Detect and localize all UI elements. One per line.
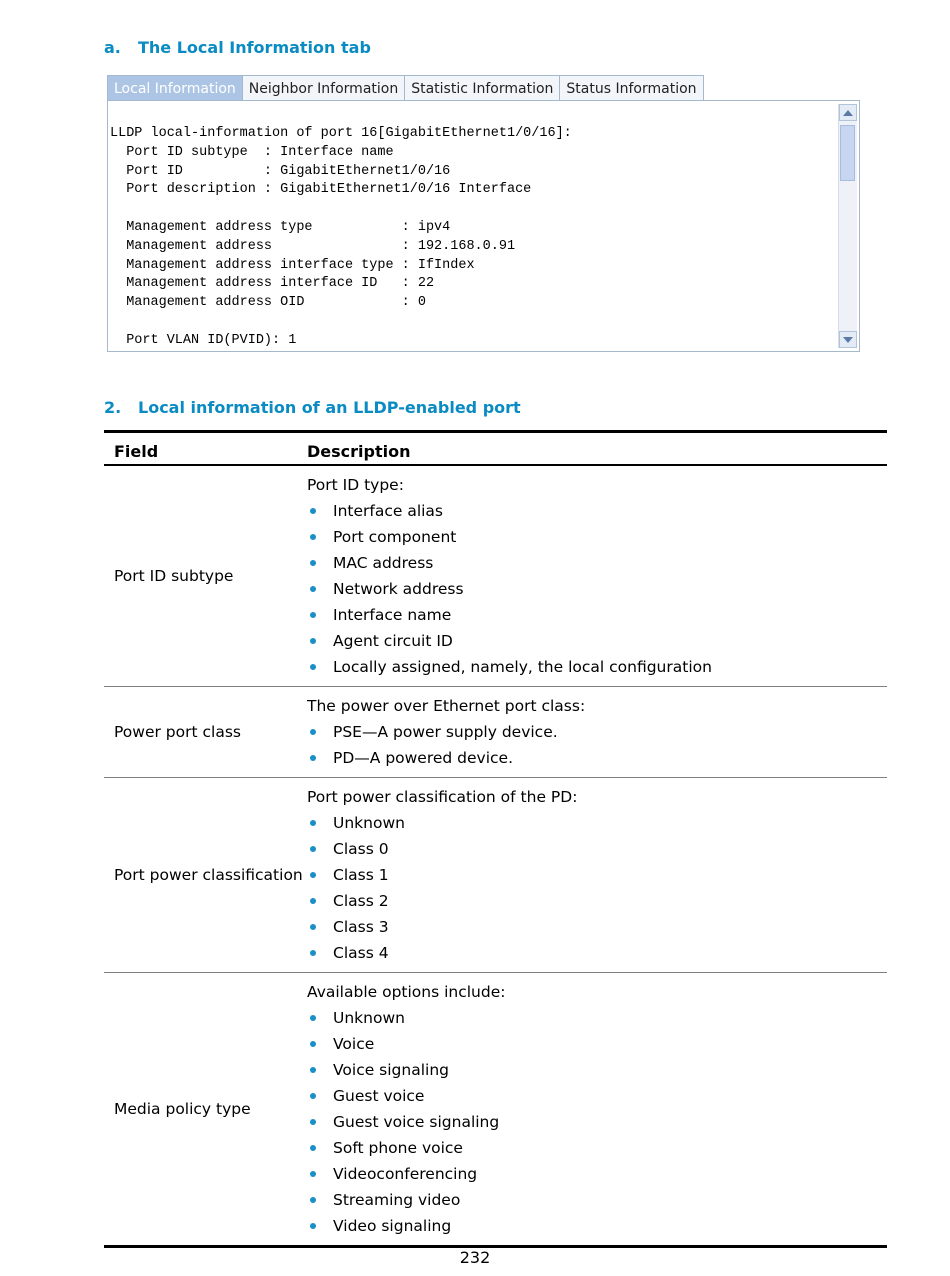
list-item-text: Soft phone voice bbox=[333, 1139, 463, 1157]
bullet-icon bbox=[310, 729, 316, 735]
description-intro: Port ID type: bbox=[307, 476, 404, 494]
list-item bbox=[307, 1057, 887, 1083]
caption-number: a. bbox=[104, 38, 121, 57]
list-item-text: Guest voice bbox=[333, 1087, 425, 1105]
bullet-icon bbox=[310, 560, 316, 566]
bullet-icon bbox=[310, 1119, 316, 1125]
caption-number: 2. bbox=[104, 398, 122, 417]
list-item-text: Video signaling bbox=[333, 1217, 452, 1235]
list-item bbox=[307, 550, 887, 576]
table-row bbox=[104, 973, 887, 1248]
bullet-icon bbox=[310, 508, 316, 514]
field-name: Media policy type bbox=[114, 1100, 251, 1118]
console-line: Port ID subtype : Interface name bbox=[110, 144, 394, 160]
description-intro: Available options include: bbox=[307, 983, 506, 1001]
list-item bbox=[307, 940, 887, 966]
header-field: Field bbox=[114, 442, 159, 461]
arrow-up-icon bbox=[843, 110, 853, 116]
field-name: Port power classification bbox=[114, 866, 303, 884]
list-item-text: Unknown bbox=[333, 814, 405, 832]
list-item bbox=[307, 810, 887, 836]
description-cell bbox=[307, 973, 887, 1245]
bullet-icon bbox=[310, 1145, 316, 1151]
list-item bbox=[307, 602, 887, 628]
list-item-text: Class 0 bbox=[333, 840, 389, 858]
list-item bbox=[307, 628, 887, 654]
list-item bbox=[307, 1005, 887, 1031]
vertical-scrollbar[interactable] bbox=[838, 104, 857, 348]
list-item bbox=[307, 1083, 887, 1109]
field-cell bbox=[114, 466, 233, 686]
list-item bbox=[307, 862, 887, 888]
bullet-icon bbox=[310, 820, 316, 826]
list-item bbox=[307, 524, 887, 550]
bullet-icon bbox=[310, 950, 316, 956]
description-cell bbox=[307, 687, 887, 777]
list-item bbox=[307, 498, 887, 524]
list-item bbox=[307, 1161, 887, 1187]
list-item-text: Locally assigned, namely, the local configuration bbox=[333, 658, 712, 676]
list-item-text: Guest voice signaling bbox=[333, 1113, 500, 1131]
bullet-icon bbox=[310, 1041, 316, 1047]
bullet-icon bbox=[310, 638, 316, 644]
list-item-text: Network address bbox=[333, 580, 464, 598]
console-line: Port VLAN ID(PVID): 1 bbox=[110, 332, 297, 348]
bullet-icon bbox=[310, 1093, 316, 1099]
console-output bbox=[110, 125, 572, 351]
list-item-text: Class 2 bbox=[333, 892, 389, 910]
field-cell bbox=[114, 778, 303, 972]
list-item bbox=[307, 1109, 887, 1135]
console-line: Management address : 192.168.0.91 bbox=[110, 238, 516, 254]
list-item bbox=[307, 888, 887, 914]
header-description: Description bbox=[307, 442, 411, 461]
bullet-icon bbox=[310, 1171, 316, 1177]
bullet-icon bbox=[310, 586, 316, 592]
tab-local-information[interactable]: Local Information bbox=[107, 75, 243, 101]
list-item-text: Class 4 bbox=[333, 944, 389, 962]
list-item bbox=[307, 836, 887, 862]
scrollbar-thumb[interactable] bbox=[840, 125, 855, 181]
list-item bbox=[307, 1135, 887, 1161]
list-item-text: Port component bbox=[333, 528, 457, 546]
bullet-icon bbox=[310, 924, 316, 930]
table-header bbox=[104, 430, 887, 466]
local-information-panel bbox=[107, 100, 860, 352]
console-line: LLDP local-information of port 16[GigabitEthernet1/0/16]: bbox=[110, 126, 572, 141]
table-row bbox=[104, 778, 887, 973]
figure-caption bbox=[104, 38, 371, 57]
list-item-text: Interface alias bbox=[333, 502, 444, 520]
console-line: Port description : GigabitEthernet1/0/16 Interface bbox=[110, 182, 532, 198]
console-line: Port ID : GigabitEthernet1/0/16 bbox=[110, 163, 451, 179]
list-item-text: Class 1 bbox=[333, 866, 389, 884]
tab-statistic-information[interactable]: Statistic Information bbox=[404, 75, 560, 101]
bullet-icon bbox=[310, 846, 316, 852]
bullet-icon bbox=[310, 664, 316, 670]
bullet-icon bbox=[310, 1015, 316, 1021]
list-item bbox=[307, 914, 887, 940]
list-item-text: Unknown bbox=[333, 1009, 405, 1027]
description-cell bbox=[307, 466, 887, 686]
description-intro: Port power classification of the PD: bbox=[307, 788, 578, 806]
list-item-text: MAC address bbox=[333, 554, 434, 572]
table-row bbox=[104, 687, 887, 778]
console-line: Management address interface type : IfIndex bbox=[110, 257, 475, 273]
tab-strip bbox=[107, 75, 703, 101]
bullet-icon bbox=[310, 872, 316, 878]
console-line: Management address OID : 0 bbox=[110, 295, 426, 311]
scroll-down-button[interactable] bbox=[839, 331, 857, 348]
table-body bbox=[104, 466, 887, 1248]
list-item bbox=[307, 1213, 887, 1239]
tab-neighbor-information[interactable]: Neighbor Information bbox=[242, 75, 405, 101]
tab-status-information[interactable]: Status Information bbox=[559, 75, 703, 101]
bullet-icon bbox=[310, 898, 316, 904]
bullet-icon bbox=[310, 755, 316, 761]
list-item-text: Agent circuit ID bbox=[333, 632, 453, 650]
list-item-text: Videoconferencing bbox=[333, 1165, 478, 1183]
bullet-icon bbox=[310, 612, 316, 618]
bullet-icon bbox=[310, 1197, 316, 1203]
bullet-icon bbox=[310, 534, 316, 540]
description-cell bbox=[307, 778, 887, 972]
list-item bbox=[307, 654, 887, 680]
description-intro: The power over Ethernet port class: bbox=[307, 697, 586, 715]
console-line: Management address type : ipv4 bbox=[110, 219, 451, 235]
list-item bbox=[307, 745, 887, 771]
field-name: Power port class bbox=[114, 723, 241, 741]
bullet-icon bbox=[310, 1223, 316, 1229]
list-item-text: PSE—A power supply device. bbox=[333, 723, 558, 741]
list-item-text: Voice bbox=[333, 1035, 375, 1053]
list-item bbox=[307, 719, 887, 745]
caption-text: Local information of an LLDP-enabled port bbox=[138, 398, 521, 417]
table-caption bbox=[104, 398, 521, 417]
list-item bbox=[307, 1187, 887, 1213]
scroll-up-button[interactable] bbox=[839, 104, 857, 121]
caption-text: The Local Information tab bbox=[138, 38, 371, 57]
table-row bbox=[104, 466, 887, 687]
field-description-table bbox=[104, 430, 887, 1248]
field-cell bbox=[114, 687, 241, 777]
arrow-down-icon bbox=[843, 337, 853, 343]
list-item bbox=[307, 576, 887, 602]
list-item-text: PD—A powered device. bbox=[333, 749, 514, 767]
list-item-text: Class 3 bbox=[333, 918, 389, 936]
console-line: Management address interface ID : 22 bbox=[110, 276, 435, 292]
bullet-icon bbox=[310, 1067, 316, 1073]
list-item-text: Interface name bbox=[333, 606, 452, 624]
list-item-text: Streaming video bbox=[333, 1191, 461, 1209]
list-item-text: Voice signaling bbox=[333, 1061, 449, 1079]
page-number: 232 bbox=[459, 1248, 491, 1267]
field-cell bbox=[114, 973, 251, 1245]
list-item bbox=[307, 1031, 887, 1057]
field-name: Port ID subtype bbox=[114, 567, 234, 585]
